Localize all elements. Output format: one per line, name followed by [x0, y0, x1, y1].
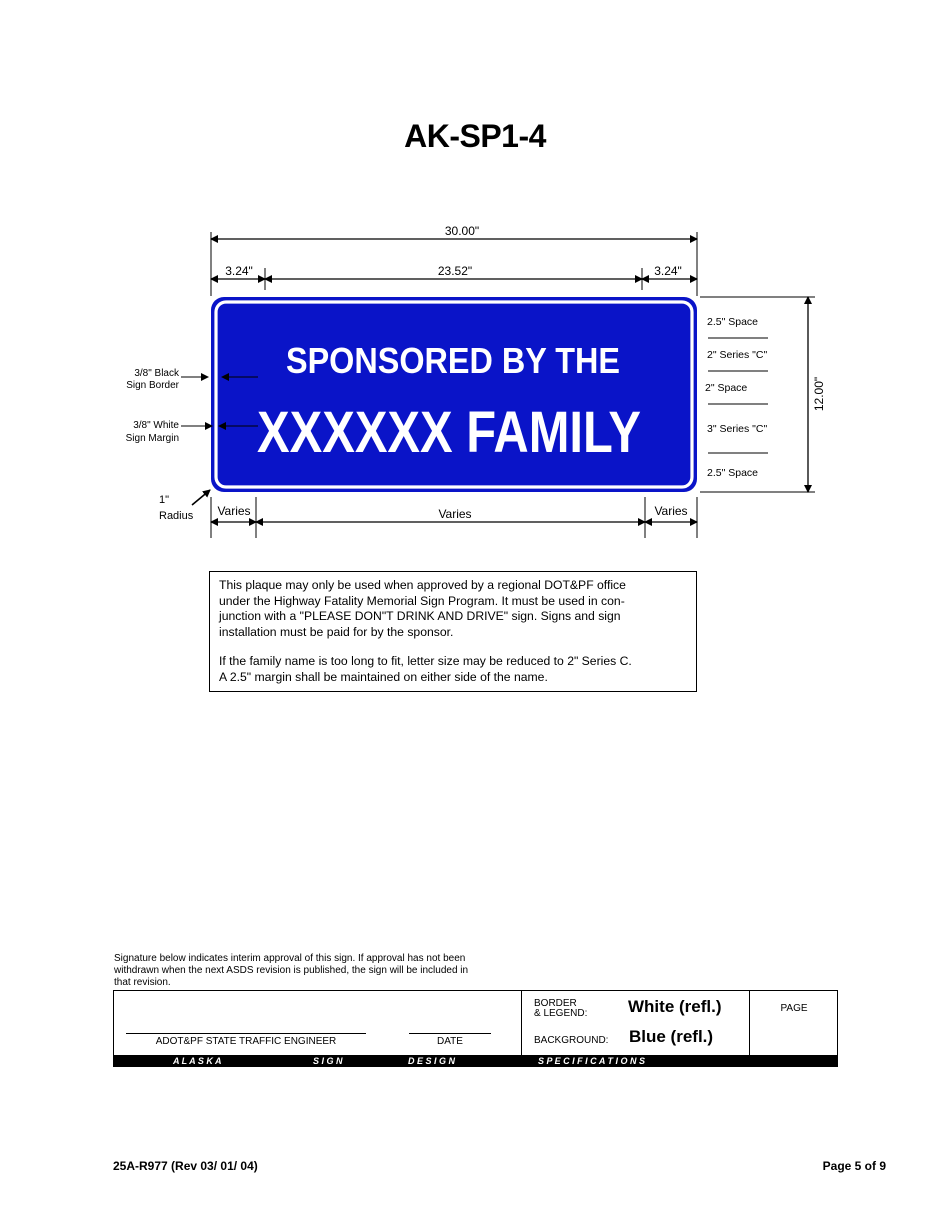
- spec-item: 3" Series "C": [707, 423, 768, 435]
- footer-revision: 25A-R977 (Rev 03/ 01/ 04): [113, 1159, 258, 1173]
- bottom-left-label: Varies: [217, 504, 251, 518]
- page-title: AK-SP1-4: [404, 118, 546, 154]
- page-label: PAGE: [780, 1003, 808, 1014]
- bottom-right-label: Varies: [654, 504, 688, 518]
- right-margin-label: 3.24": [654, 264, 682, 278]
- sign-line-2: XXXXXX FAMILY: [257, 400, 641, 465]
- overall-width-label: 30.00": [444, 224, 480, 238]
- background-value: Blue (refl.): [629, 1027, 714, 1046]
- spec-item: 2" Space: [705, 382, 748, 394]
- page-cell: [749, 991, 838, 1055]
- border-value: White (refl.): [628, 997, 722, 1016]
- engineer-label: ADOT&PF STATE TRAFFIC ENGINEER: [155, 1036, 337, 1047]
- signature-line: [126, 1033, 366, 1034]
- border-label: BORDER: [534, 998, 577, 1009]
- strip-word: S P E C I F I C A T I O N S: [538, 1056, 646, 1066]
- radius-callout: [159, 490, 210, 522]
- date-label: DATE: [437, 1036, 463, 1047]
- note-line: This plaque may only be used when approved by a regional DOT&PF office: [219, 578, 626, 592]
- note-line: under the Highway Fatality Memorial Sign Program. It must be used in con-: [219, 593, 625, 608]
- footer-page-number: Page 5 of 9: [822, 1159, 886, 1173]
- specifications-strip: [113, 1056, 838, 1067]
- spec-item: 2.5" Space: [707, 316, 759, 328]
- sign-panel: [211, 297, 697, 492]
- radius-label-2: Radius: [159, 510, 194, 522]
- note-line: junction with a "PLEASE DON"T DRINK AND DRIVE" sign. Signs and sign: [219, 609, 621, 624]
- left-margin-label: 3.24": [225, 264, 253, 278]
- spec-item: 2.5" Space: [707, 467, 759, 479]
- black-border-label-2: Sign Border: [126, 380, 179, 391]
- spec-item: 2" Series "C": [707, 349, 768, 361]
- strip-word: A L A S K A: [173, 1056, 222, 1066]
- note-line: If the family name is too long to fit, letter size may be reduced to 2" Series C.: [219, 654, 632, 669]
- center-width-label: 23.52": [437, 264, 473, 278]
- note-line: A 2.5" margin shall be maintained on either side of the name.: [219, 669, 548, 684]
- signature-note-line: Signature below indicates interim approval of this sign. If approval has not been: [114, 953, 466, 964]
- right-spec-list: [705, 316, 767, 479]
- background-label: BACKGROUND:: [534, 1035, 609, 1046]
- note-line: installation must be paid for by the sponsor.: [219, 624, 454, 639]
- sign-line-1: SPONSORED BY THE: [286, 340, 620, 381]
- white-margin-label-2: Sign Margin: [125, 433, 179, 444]
- strip-word: S I G N: [313, 1056, 343, 1066]
- white-margin-label: 3/8" White: [133, 420, 179, 431]
- height-label: 12.00": [812, 376, 826, 412]
- title-block: [113, 990, 838, 1056]
- signature-note: [114, 953, 514, 989]
- strip-word: D E S I G N: [408, 1056, 456, 1066]
- radius-label: 1": [159, 494, 170, 506]
- bottom-center-label: Varies: [438, 507, 472, 521]
- usage-note: [209, 571, 697, 692]
- black-border-label: 3/8" Black: [134, 368, 179, 379]
- border-label-2: & LEGEND:: [534, 1008, 588, 1019]
- date-line: [409, 1033, 491, 1034]
- signature-note-line: withdrawn when the next ASDS revision is published, the sign will be included in: [114, 965, 469, 976]
- signature-note-line: that revision.: [114, 977, 171, 988]
- color-spec-cell: [521, 991, 750, 1055]
